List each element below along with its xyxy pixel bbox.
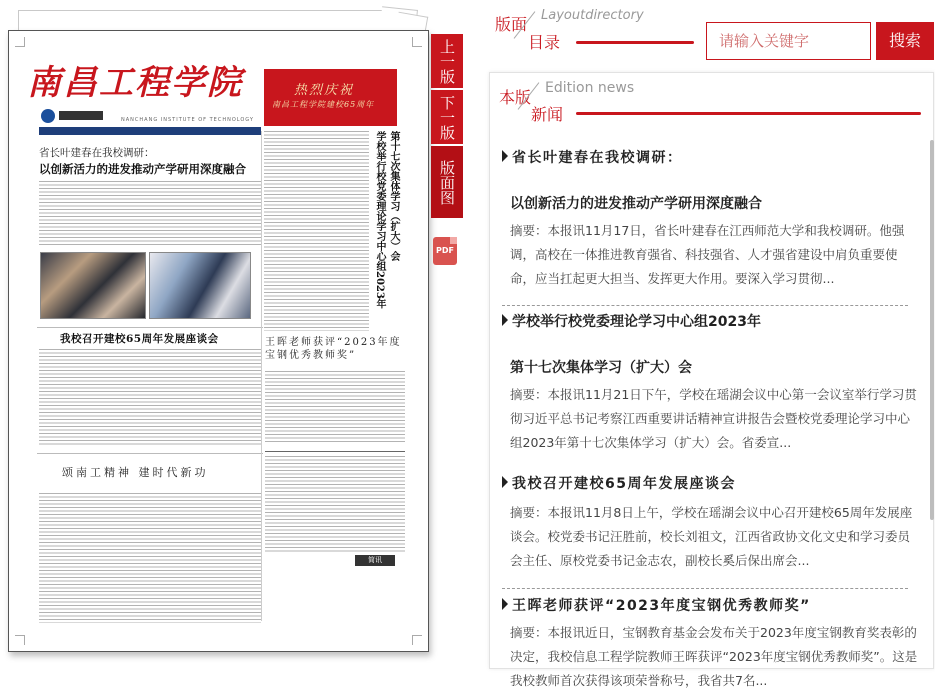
page-map-button[interactable]: 版面图 [431, 146, 463, 218]
banner-line2: 南昌工程学院建校65周年 [272, 100, 375, 109]
np-article-text [39, 349, 261, 445]
np-headline-award: 王晖老师获评“2023年度宝钢优秀教师奖” [265, 337, 402, 361]
news-list [490, 133, 935, 688]
np-photo-governor-visit [40, 252, 146, 319]
masthead-title: 南昌工程学院 [27, 63, 243, 103]
np-photo-lab-visit [149, 252, 251, 319]
np-column-divider [261, 131, 262, 621]
crop-mark [15, 635, 25, 645]
prev-page-button[interactable]: 上一版 [431, 34, 463, 88]
np-headline-kicker: 省长叶建春在我校调研： [39, 147, 155, 159]
news-scrollbar[interactable] [930, 140, 934, 520]
news-item[interactable] [502, 595, 920, 693]
masthead-sub-bar [39, 127, 261, 135]
np-article-text [39, 181, 261, 245]
crop-mark [412, 37, 422, 47]
edition-news-label-2: 新闻 [531, 105, 564, 124]
newspaper-page-image[interactable] [8, 30, 429, 652]
school-english-name: NANCHANG INSTITUTE OF TECHNOLOGY [121, 117, 254, 123]
layout-directory-label-en: Layoutdirectory [541, 8, 644, 23]
layout-directory-label-2[interactable]: 目录 [528, 33, 561, 52]
banner-line1: 热烈庆祝 [294, 83, 355, 98]
np-headline-main: 以创新活力的进发推动产学研用深度融合 [39, 162, 246, 176]
np-divider [37, 327, 263, 328]
np-article-text [264, 131, 369, 331]
news-subtitle[interactable]: 以创新活力的进发推动产学研用深度融合 [510, 196, 762, 212]
pdf-download-icon[interactable]: PDF [433, 237, 457, 265]
news-item[interactable] [502, 311, 920, 455]
crop-mark [412, 635, 422, 645]
np-article-text [265, 371, 405, 443]
search-input[interactable] [706, 22, 871, 60]
np-brief-text [265, 456, 405, 552]
np-headline-forum: 我校召开建校65周年发展座谈会 [60, 333, 219, 345]
next-page-button[interactable]: 下一版 [431, 90, 463, 144]
news-abstract: 摘要：本报讯11月17日，省长叶建春在江西师范大学和我校调研。他强调，高校在一体推进教育强省、科技强省、人才强省建设中肩负重要使命，应当扛起更大担当、发挥更大作用。要深入学习贯彻... [510, 223, 905, 286]
np-headline-spirit: 颂南工精神 建时代新功 [62, 466, 209, 479]
news-title[interactable]: 王晖老师获评“2023年度宝钢优秀教师奖” [502, 595, 920, 615]
edition-news-label-en: Edition news [545, 80, 635, 96]
school-logo [41, 109, 55, 123]
search-button[interactable]: 搜索 [876, 22, 934, 60]
news-title[interactable]: 我校召开建校65周年发展座谈会 [502, 473, 920, 493]
anniversary-banner [264, 69, 397, 126]
header-red-rule [576, 41, 694, 44]
np-divider [37, 453, 263, 454]
np-vertical-headline-2: 第十七次集体学习（扩大）会 [388, 131, 399, 261]
news-title[interactable]: 省长叶建春在我校调研： [502, 147, 920, 167]
news-abstract: 摘要：本报讯近日，宝钢教育基金会发布关于2023年度宝钢教育奖表彰的决定，我校信息工程学院教师王晖获评“2023年度宝钢优秀教师奖”。这是我校教师首次获得该项荣誉称号，我省共7名... [510, 625, 918, 688]
np-brief-box [265, 451, 405, 559]
paper-stack-sheet [18, 10, 413, 32]
np-brief-tag: 简讯 [355, 555, 395, 566]
news-separator [502, 305, 908, 306]
edition-news-label-1: 本版 [499, 88, 532, 107]
edition-news-panel [489, 72, 934, 688]
news-abstract: 摘要：本报讯11月21日下午，学校在瑶湖会议中心第一会议室举行学习贯彻习近平总书记考察江西重要讲话精神宣讲报告会暨校党委理论学习中心组2023年第十七次集体学习（扩大）会。省委宣... [510, 387, 917, 450]
np-article-text [39, 493, 261, 623]
news-subtitle[interactable]: 第十七次集体学习（扩大）会 [510, 360, 692, 376]
news-item[interactable] [502, 147, 920, 291]
np-vertical-headline-1: 学校举行校党委理论学习中心组2023年 [374, 131, 385, 309]
panel-red-rule [576, 112, 921, 115]
news-abstract: 摘要：本报讯11月8日上午，学校在瑶湖会议中心召开建校65周年发展座谈会。校党委书记汪胜前，校长刘祖文，江西省政协文化文史和学习委员会主任、原校党委书记金志农，副校长奚后保出席会... [510, 505, 913, 568]
masthead-meta-tag [59, 111, 103, 120]
news-separator [502, 588, 908, 589]
news-item[interactable] [502, 473, 920, 573]
crop-mark [15, 37, 25, 47]
news-title[interactable]: 学校举行校党委理论学习中心组2023年 [502, 311, 920, 331]
layout-directory-label-1[interactable]: 版面 [495, 15, 528, 34]
